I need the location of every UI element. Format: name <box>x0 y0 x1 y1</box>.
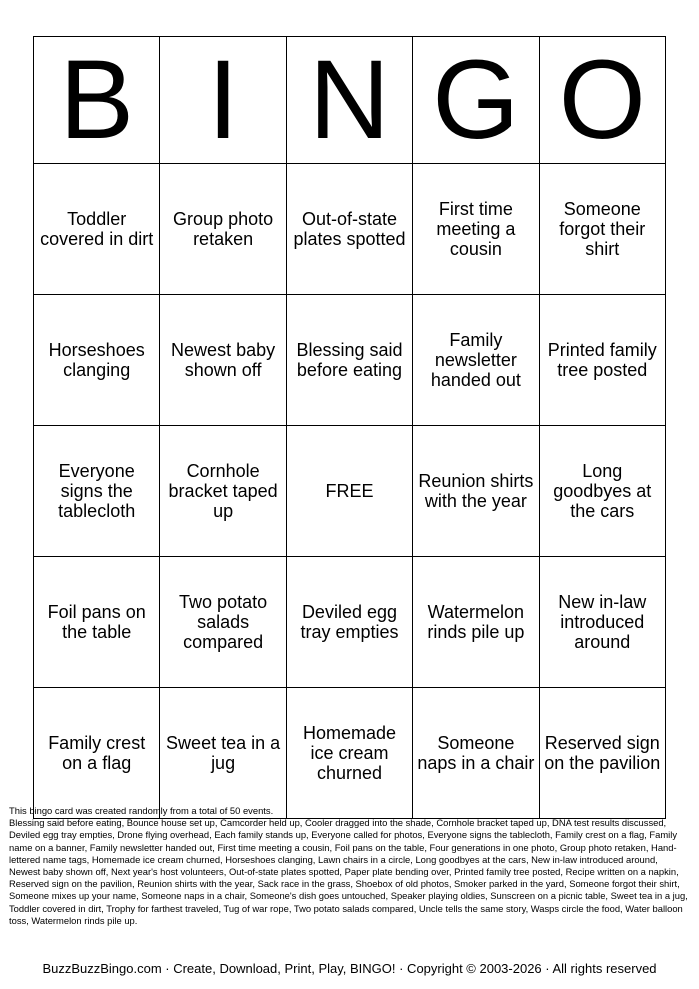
event-list-intro: This bingo card was created randomly from a total of 50 events. <box>9 805 274 816</box>
header-letter-g: G <box>413 37 539 164</box>
bingo-cell: Blessing said before eating <box>286 295 412 426</box>
bingo-row <box>34 557 666 688</box>
copyright-footer: BuzzBuzzBingo.com · Create, Download, Print, Play, BINGO! · Copyright © 2003-2026 · All rights reserved <box>42 961 657 976</box>
bingo-cell: Two potato salads compared <box>160 557 286 688</box>
bingo-card <box>33 36 666 819</box>
bingo-cell: Reserved sign on the pavilion <box>539 688 665 819</box>
bingo-cell: Group photo retaken <box>160 164 286 295</box>
bingo-cell: Sweet tea in a jug <box>160 688 286 819</box>
bingo-cell: Cornhole bracket taped up <box>160 426 286 557</box>
bingo-cell: Out-of-state plates spotted <box>286 164 412 295</box>
bingo-cell: Family newsletter handed out <box>413 295 539 426</box>
bingo-row <box>34 688 666 819</box>
bingo-cell: Foil pans on the table <box>34 557 160 688</box>
bingo-row <box>34 164 666 295</box>
event-list: Blessing said before eating, Bounce house set up, Camcorder held up, Cooler dragged into the shade, Cornhole bracket taped up, DNA test results discussed, Deviled egg tray empties, Drone flying overhead, Each family stands up, Everyone called for photos, Everyone signs the tablecloth, Family crest on a flag, Family name on a banner, Family newsletter handed out, First time meeting a cousin, Foil pans on the table, Four generations in one photo, Group photo retaken, Hand-lettered name tags, Homemade ice cream churned, Horseshoes clanging, Lawn chairs in a circle, Long goodbyes at the cars, New in-law introduced around, Newest baby shown off, Next year's host volunteers, Out-of-state plates spotted, Paper plate bending over, Printed family tree posted, Recipe written on a napkin, Reserved sign on the pavilion, Reunion shirts with the year, Sack race in the grass, Shoebox of old photos, Smoker parked in the yard, Someone forgot their shirt, Someone mixes up your name, Someone naps in a chair, Someone's dish goes untouched, Speaker playing oldies, Sunscreen on a picnic table, Sweet tea in a jug, Toddler covered in dirt, Trophy for farthest traveled, Tug of war rope, Two potato salads compared, Uncle tells the same story, Wasps circle the food, Water balloon toss, Watermelon rinds pile up. <box>9 817 688 926</box>
bingo-cell: Watermelon rinds pile up <box>413 557 539 688</box>
bingo-cell: Reunion shirts with the year <box>413 426 539 557</box>
bingo-cell: Someone forgot their shirt <box>539 164 665 295</box>
event-list-note <box>9 805 689 927</box>
bingo-cell: Printed family tree posted <box>539 295 665 426</box>
header-letter-b: B <box>34 37 160 164</box>
bingo-cell: Everyone signs the tablecloth <box>34 426 160 557</box>
bingo-cell: Someone naps in a chair <box>413 688 539 819</box>
bingo-row <box>34 295 666 426</box>
header-letter-n: N <box>286 37 412 164</box>
free-space-cell: FREE <box>286 426 412 557</box>
bingo-cell: Horseshoes clanging <box>34 295 160 426</box>
bingo-header-row <box>34 37 666 164</box>
bingo-cell: Deviled egg tray empties <box>286 557 412 688</box>
bingo-cell: Toddler covered in dirt <box>34 164 160 295</box>
bingo-cell: New in-law introduced around <box>539 557 665 688</box>
bingo-row <box>34 426 666 557</box>
bingo-cell: Newest baby shown off <box>160 295 286 426</box>
bingo-cell: Homemade ice cream churned <box>286 688 412 819</box>
bingo-cell: First time meeting a cousin <box>413 164 539 295</box>
bingo-cell: Family crest on a flag <box>34 688 160 819</box>
header-letter-o: O <box>539 37 665 164</box>
bingo-cell: Long goodbyes at the cars <box>539 426 665 557</box>
header-letter-i: I <box>160 37 286 164</box>
